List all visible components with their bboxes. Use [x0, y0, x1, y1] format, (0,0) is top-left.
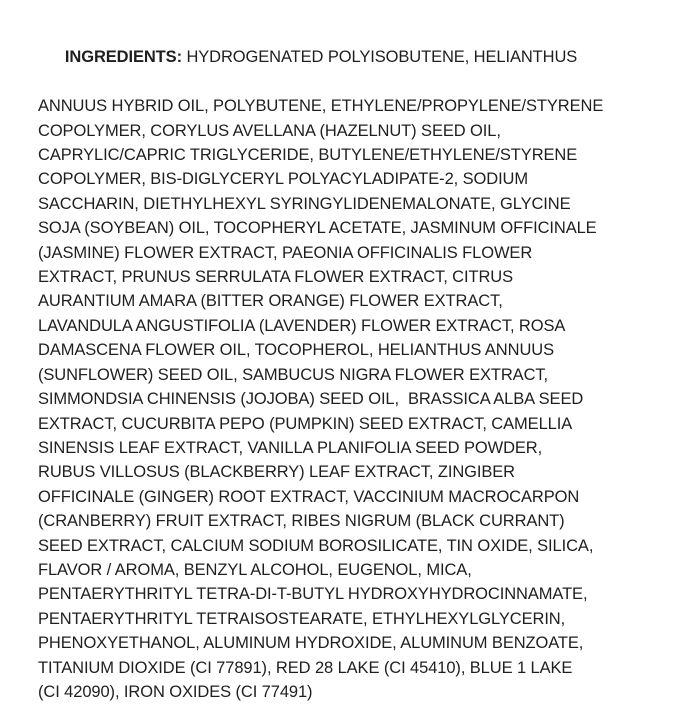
ingredients-line: SINENSIS LEAF EXTRACT, VANILLA PLANIFOLIA SEED POWDER,	[38, 438, 543, 457]
ingredients-line: SACCHARIN, DIETHYLHEXYL SYRINGYLIDENEMALONATE, GLYCINE	[38, 194, 571, 213]
ingredients-line: COPOLYMER, BIS-DIGLYCERYL POLYACYLADIPATE-2, SODIUM	[38, 170, 529, 189]
ingredients-first-line	[38, 21, 653, 94]
ingredients-line: RUBUS VILLOSUS (BLACKBERRY) LEAF EXTRACT, ZINGIBER	[38, 463, 515, 482]
ingredients-heading: INGREDIENTS:	[64, 48, 182, 67]
ingredients-line: SOJA (SOYBEAN) OIL, TOCOPHERYL ACETATE, JASMINUM OFFICINALE	[38, 219, 597, 238]
ingredients-line: (CRANBERRY) FRUIT EXTRACT, RIBES NIGRUM (BLACK CURRANT)	[38, 512, 565, 531]
ingredients-line: OFFICINALE (GINGER) ROOT EXTRACT, VACCINIUM MACROCARPON	[38, 487, 580, 506]
ingredients-line: PENTAERYTHRITYL TETRA-DI-T-BUTYL HYDROXYHYDROCINNAMATE,	[38, 585, 588, 604]
ingredients-line: COPOLYMER, CORYLUS AVELLANA (HAZELNUT) SEED OIL,	[38, 121, 501, 140]
ingredients-line: FLAVOR / AROMA, BENZYL ALCOHOL, EUGENOL, MICA,	[38, 560, 472, 579]
ingredients-line: PENTAERYTHRITYL TETRAISOSTEARATE, ETHYLHEXYLGLYCERIN,	[38, 609, 566, 628]
ingredients-line: (SUNFLOWER) SEED OIL, SAMBUCUS NIGRA FLOWER EXTRACT,	[38, 365, 549, 384]
ingredients-line: LAVANDULA ANGUSTIFOLIA (LAVENDER) FLOWER EXTRACT, ROSA	[38, 316, 566, 335]
ingredients-line: PHENOXYETHANOL, ALUMINUM HYDROXIDE, ALUMINUM BENZOATE,	[38, 634, 584, 653]
ingredients-line: SEED EXTRACT, CALCIUM SODIUM BOROSILICATE, TIN OXIDE, SILICA,	[38, 536, 594, 555]
ingredients-line: AURANTIUM AMARA (BITTER ORANGE) FLOWER EXTRACT,	[38, 292, 503, 311]
ingredients-first-line-text: HYDROGENATED POLYISOBUTENE, HELIANTHUS	[181, 48, 578, 67]
ingredients-line: TITANIUM DIOXIDE (CI 77891), RED 28 LAKE (CI 45410), BLUE 1 LAKE	[38, 658, 573, 677]
ingredients-line: CAPRYLIC/CAPRIC TRIGLYCERIDE, BUTYLENE/ETHYLENE/STYRENE	[38, 146, 578, 165]
ingredients-line: (JASMINE) FLOWER EXTRACT, PAEONIA OFFICINALIS FLOWER	[38, 243, 533, 262]
ingredients-line: EXTRACT, CUCURBITA PEPO (PUMPKIN) SEED EXTRACT, CAMELLIA	[38, 414, 573, 433]
ingredients-lines-container	[38, 94, 653, 704]
ingredients-line: SIMMONDSIA CHINENSIS (JOJOBA) SEED OIL, BRASSICA ALBA SEED	[38, 390, 584, 409]
ingredients-line: (CI 42090), IRON OXIDES (CI 77491)	[38, 682, 313, 701]
ingredients-line: ANNUUS HYBRID OIL, POLYBUTENE, ETHYLENE/PROPYLENE/STYRENE	[38, 97, 604, 116]
ingredients-text-block	[38, 21, 653, 704]
ingredients-line: DAMASCENA FLOWER OIL, TOCOPHEROL, HELIANTHUS ANNUUS	[38, 341, 554, 360]
ingredients-line: EXTRACT, PRUNUS SERRULATA FLOWER EXTRACT, CITRUS	[38, 268, 513, 287]
